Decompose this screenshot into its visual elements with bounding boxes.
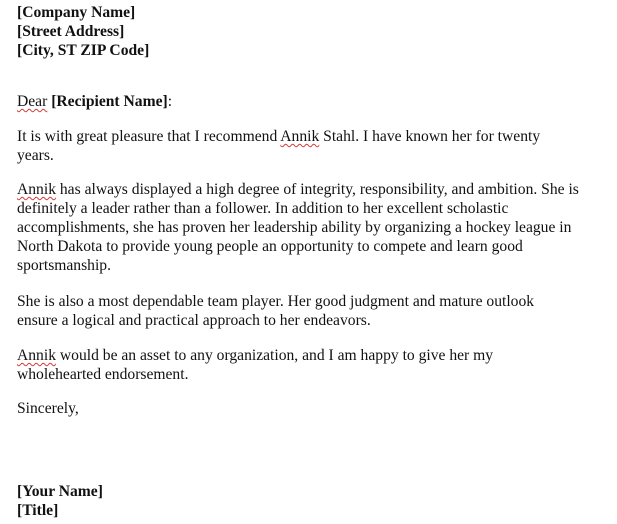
paragraph-text: It is with great pleasure that I recommend xyxy=(17,128,281,145)
street-address: [Street Address] xyxy=(17,23,125,40)
paragraph-2-line-2: definitely a leader rather than a follower. In addition to her excellent scholastic xyxy=(17,200,509,217)
company-name: [Company Name] xyxy=(17,4,136,21)
paragraph-1-line-2: years. xyxy=(17,147,54,164)
candidate-first-name: Annik xyxy=(17,181,56,198)
recipient-name: [Recipient Name] xyxy=(51,93,168,110)
paragraph-2-line-5: sportsmanship. xyxy=(17,257,111,274)
signature-title: [Title] xyxy=(17,502,59,519)
salutation xyxy=(17,92,172,111)
salutation-dear: Dear xyxy=(17,93,48,110)
paragraph-text: has always displayed a high degree of integrity, responsibility, and ambition. She is xyxy=(55,181,579,198)
paragraph-2-line-1 xyxy=(17,180,579,199)
paragraph-3-line-1: She is also a most dependable team player. Her good judgment and mature outlook xyxy=(17,293,535,310)
salutation-colon: : xyxy=(167,93,173,110)
paragraph-3-line-2: ensure a logical and practical approach to her endeavors. xyxy=(17,312,371,329)
city-state-zip: [City, ST ZIP Code] xyxy=(17,42,150,59)
closing: Sincerely, xyxy=(17,400,79,417)
candidate-first-name: Annik xyxy=(280,128,320,145)
signature-name: [Your Name] xyxy=(17,483,103,500)
paragraph-text: Stahl. I have known her for twenty xyxy=(319,128,541,145)
paragraph-2-line-3: accomplishments, she has proven her leadership ability by organizing a hockey league in xyxy=(17,219,572,236)
paragraph-4-line-1 xyxy=(17,346,493,365)
paragraph-text: would be an asset to any organization, and I am happy to give her my xyxy=(55,347,494,364)
paragraph-4-line-2: wholehearted endorsement. xyxy=(17,366,189,383)
paragraph-1-line-1 xyxy=(17,127,540,146)
candidate-first-name: Annik xyxy=(17,347,56,364)
paragraph-2-line-4: North Dakota to provide young people an opportunity to compete and learn good xyxy=(17,238,523,255)
